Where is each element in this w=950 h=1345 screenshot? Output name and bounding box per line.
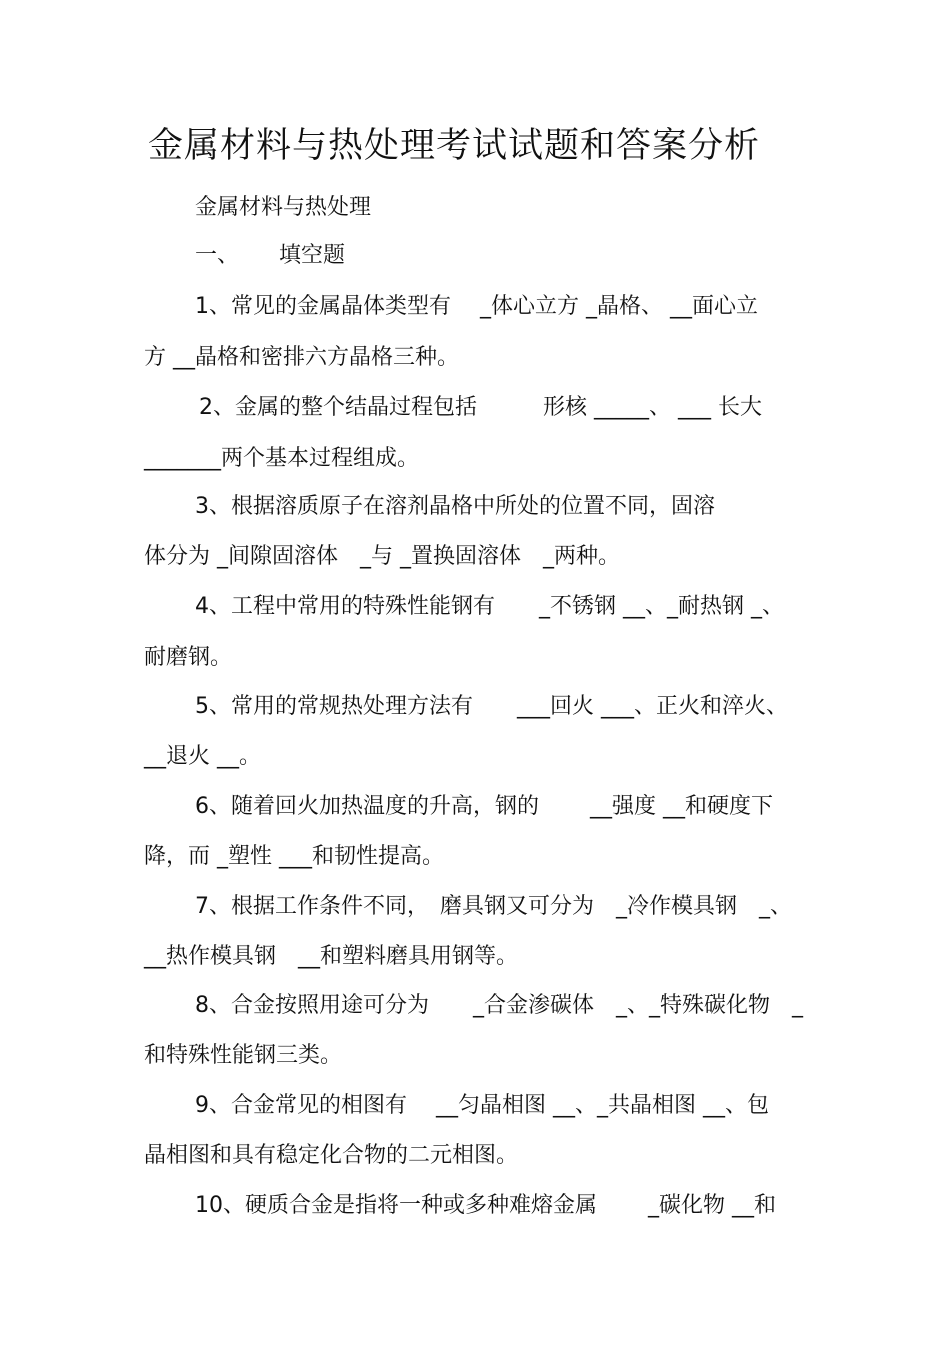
question-line: 2、金属的整个结晶过程包括 形核 _____、 ___ 长大 [199,395,762,420]
question-line: 方 __晶格和密排六方晶格三种。 [144,345,459,370]
question-line: __热作模具钢 __和塑料磨具用钢等。 [144,944,519,969]
question-line: 1、常见的金属晶体类型有 _体心立方 _晶格、 __面心立 [195,294,758,319]
question-line: 7、根据工作条件不同， 磨具钢又可分为 _冷作模具钢 _、 [195,894,792,919]
question-line: 6、随着回火加热温度的升高，钢的 __强度 __和硬度下 [195,794,773,819]
question-line: 和特殊性能钢三类。 [144,1043,343,1068]
question-line: 4、工程中常用的特殊性能钢有 _不锈钢 __、_耐热钢 _、 [195,594,784,619]
section-number: 一、 [195,243,240,268]
document-title: 金属材料与热处理考试试题和答案分析 [148,126,761,166]
question-line: 9、合金常见的相图有 __匀晶相图 __、_共晶相图 __、包 [195,1093,769,1118]
question-line: 耐磨钢。 [144,645,233,670]
question-line: 5、常用的常规热处理方法有 ___回火 ___、正火和淬火、 [195,694,788,719]
section-label: 填空题 [279,243,346,268]
question-line: 8、合金按照用途可分为 _合金渗碳体 _、_特殊碳化物 _ [195,993,803,1018]
question-line: 晶相图和具有稳定化合物的二元相图。 [144,1143,519,1168]
question-line: __退火 __。 [144,744,261,769]
question-line: 降，而 _塑性 ___和韧性提高。 [144,844,444,869]
question-line: 3、根据溶质原子在溶剂晶格中所处的位置不同，固溶 [195,494,715,519]
question-line: 体分为 _间隙固溶体 _与 _置换固溶体 _两种。 [144,544,620,569]
subtitle: 金属材料与热处理 [195,195,372,220]
question-line: _______两个基本过程组成。 [144,446,420,471]
section-heading [195,241,345,271]
question-line: 10、硬质合金是指将一种或多种难熔金属 _碳化物 __和 [195,1193,776,1218]
